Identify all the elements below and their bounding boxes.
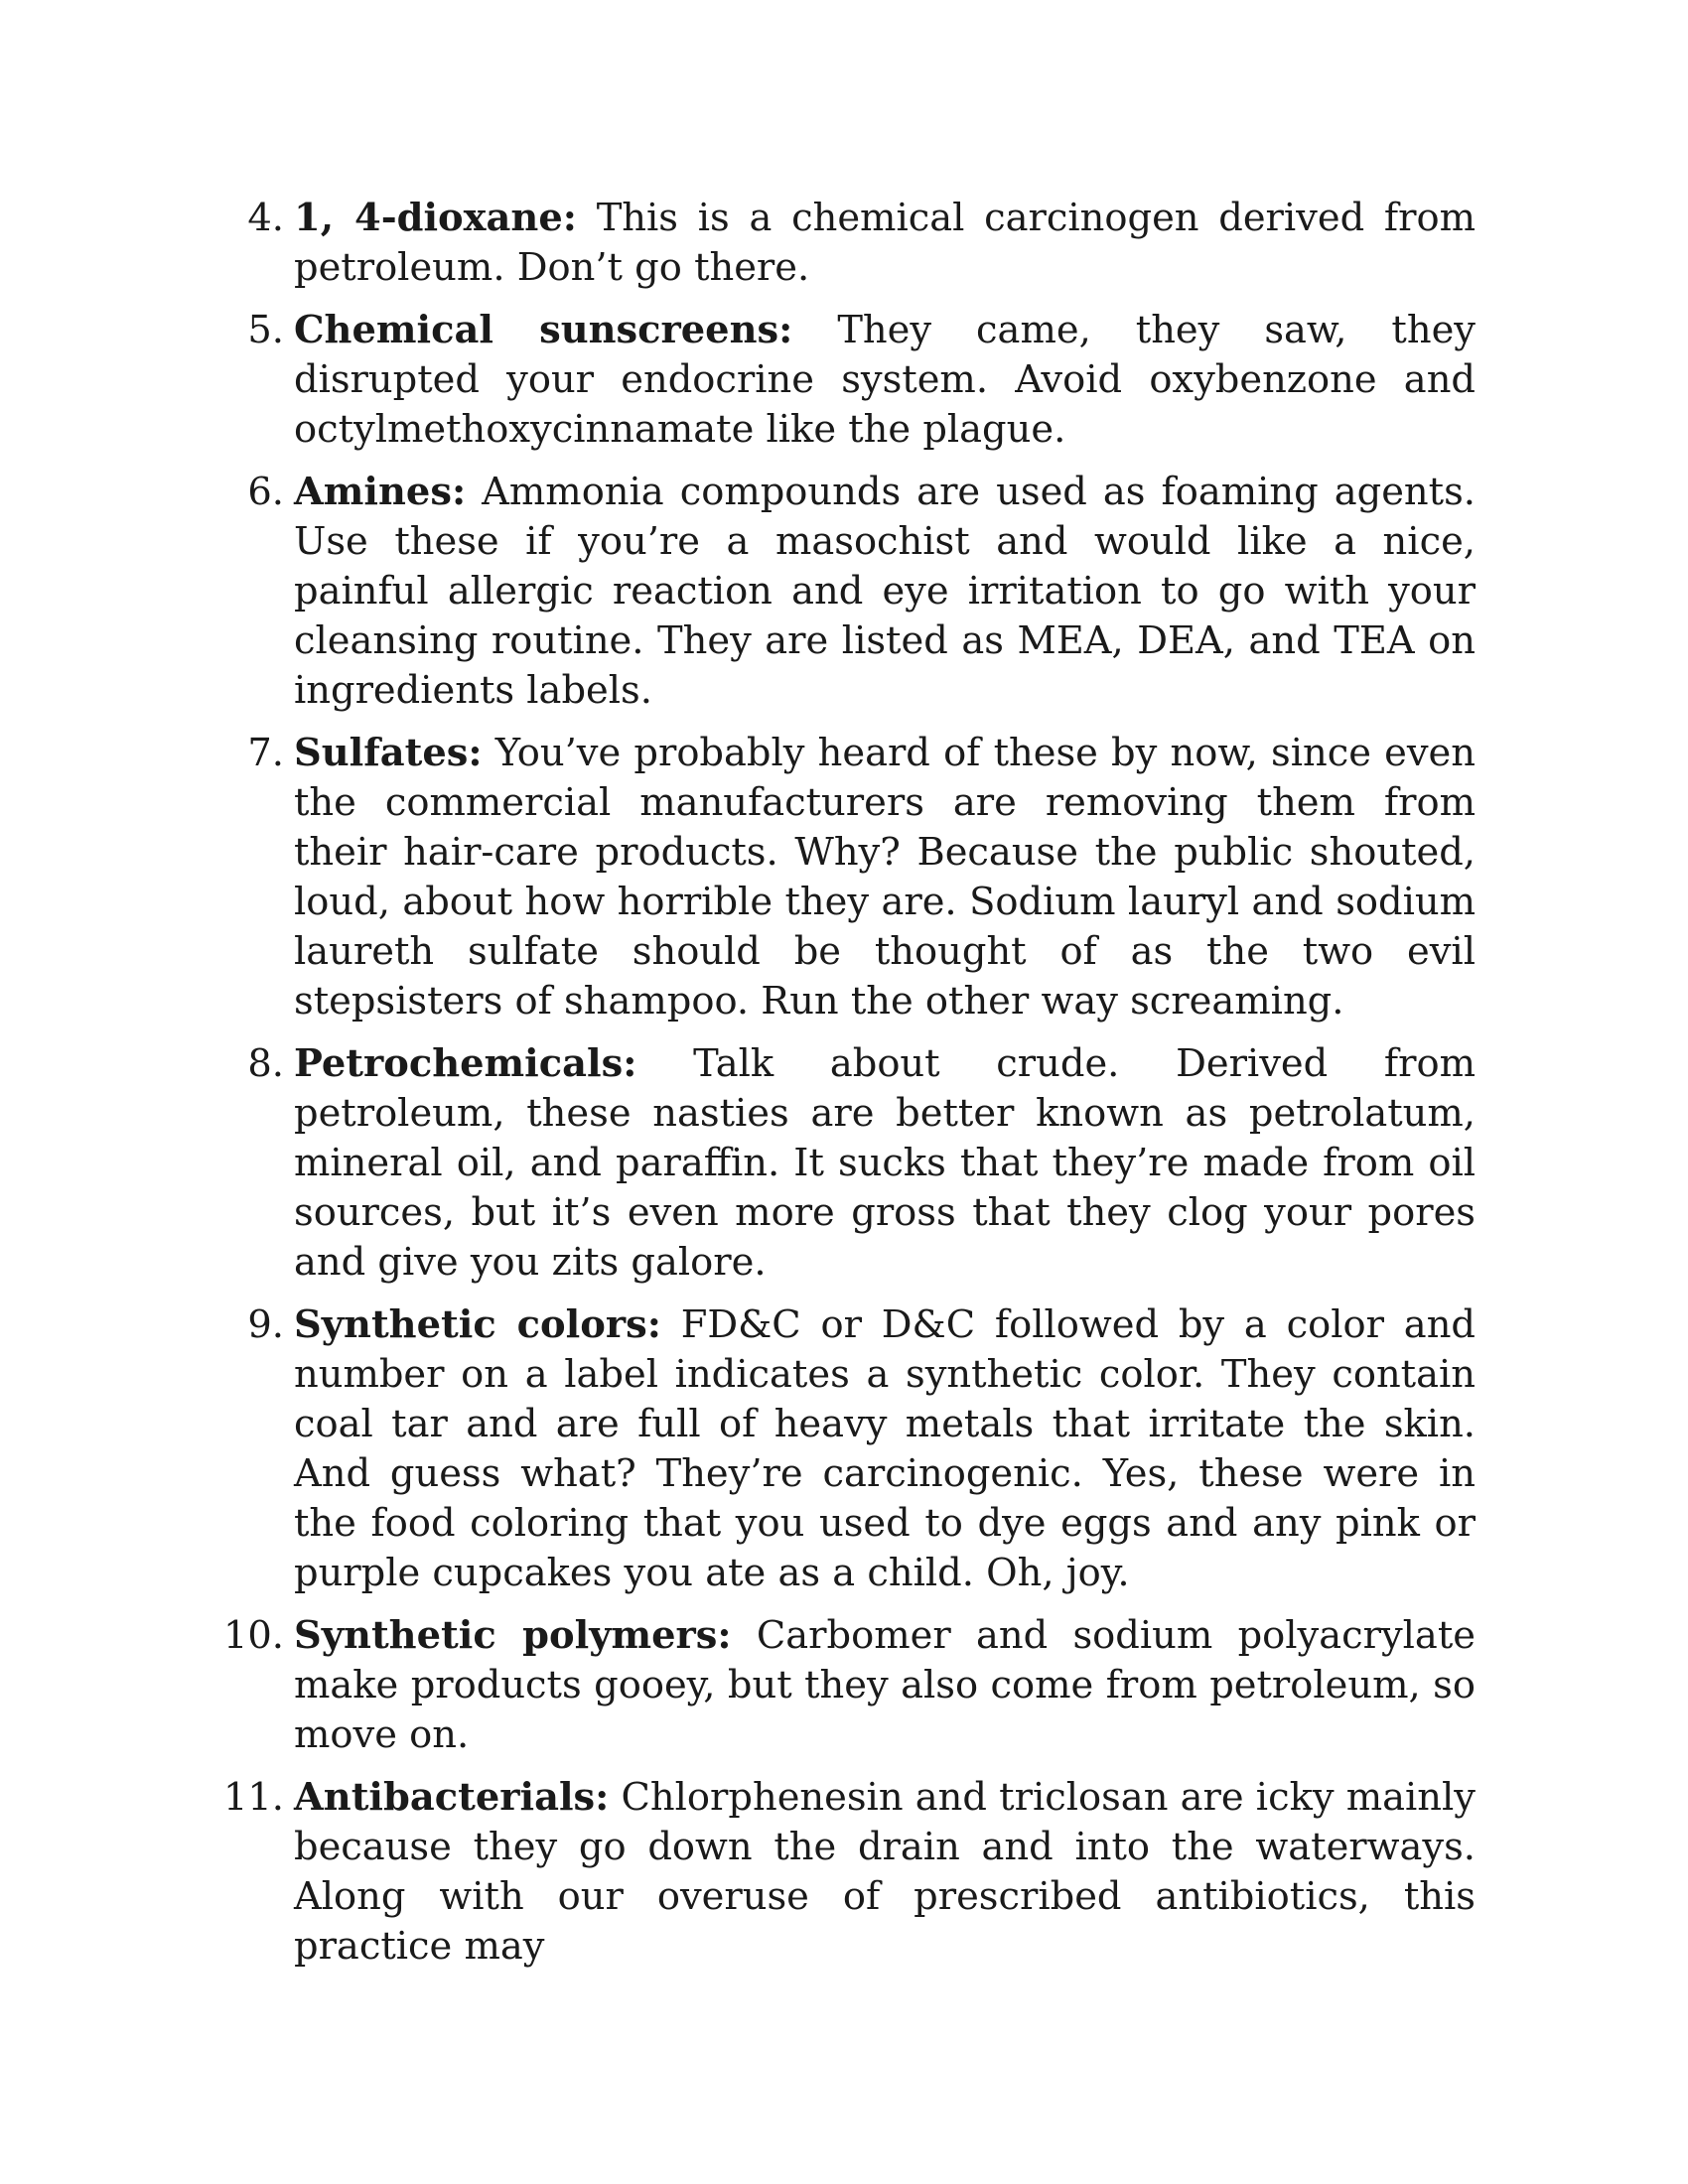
list-text: You’ve probably heard of these by now, since even the commercial manufacturers are removing them from their hair-care products. Why? Because the public shouted, loud, about how horrible they are. Sodium lauryl and sodium laureth sulfate should be thought of as the two evil stepsisters of shampoo. Run the other way screaming. — [294, 731, 1476, 1024]
list-term: 1, 4-dioxane: — [294, 196, 577, 240]
list-term: Amines: — [294, 470, 467, 514]
list-text: They came, they saw, they disrupted your endocrine system. Avoid oxybenzone and octylmethoxycinnamate like the plague. — [294, 308, 1476, 452]
list-number: 8. — [247, 1041, 284, 1086]
list-item — [218, 1773, 1476, 1972]
list-term: Antibacterials: — [294, 1775, 610, 1820]
list-item — [218, 1039, 1476, 1288]
list-number: 4. — [247, 196, 284, 240]
list-term: Sulfates: — [294, 731, 483, 775]
list-term: Chemical sunscreens: — [294, 308, 793, 352]
list-number: 6. — [247, 470, 284, 514]
list-item — [218, 729, 1476, 1026]
list-term: Synthetic polymers: — [294, 1613, 732, 1658]
list-term: Petrochemicals: — [294, 1041, 637, 1086]
list-number: 7. — [247, 731, 284, 775]
ingredient-list — [218, 194, 1476, 1984]
list-number: 5. — [247, 308, 284, 352]
list-item — [218, 1300, 1476, 1598]
list-text: This is a chemical carcinogen derived from petroleum. Don’t go there. — [294, 196, 1476, 290]
list-item — [218, 306, 1476, 455]
list-text: Chlorphenesin and triclosan are icky mainly because they go down the drain and into the waterways. Along with our overuse of prescribed antibiotics, this practice may — [294, 1775, 1476, 1969]
list-term: Synthetic colors: — [294, 1302, 661, 1347]
list-text: FD&C or D&C followed by a color and number on a label indicates a synthetic color. They contain coal tar and are full of heavy metals that irritate the skin. And guess what? They’re carcinogenic. Yes, these were in the food coloring that you used to dye eggs and any pink or purple cupcakes you ate as a child. Oh, joy. — [294, 1302, 1476, 1595]
list-item — [218, 468, 1476, 716]
list-item — [218, 194, 1476, 293]
list-number: 11. — [222, 1775, 284, 1820]
list-item — [218, 1611, 1476, 1760]
list-text: Talk about crude. Derived from petroleum, these nasties are better known as petrolatum, mineral oil, and paraffin. It sucks that they’re made from oil sources, but it’s even more gross that they clog your pores and give you zits galore. — [294, 1041, 1476, 1285]
list-text: Carbomer and sodium polyacrylate make products gooey, but they also come from petroleum, so move on. — [294, 1613, 1476, 1757]
list-number: 10. — [222, 1613, 284, 1658]
list-number: 9. — [247, 1302, 284, 1347]
list-text: Ammonia compounds are used as foaming agents. Use these if you’re a masochist and would like a nice, painful allergic reaction and eye irritation to go with your cleansing routine. They are listed as MEA, DEA, and TEA on ingredients labels. — [294, 470, 1476, 713]
